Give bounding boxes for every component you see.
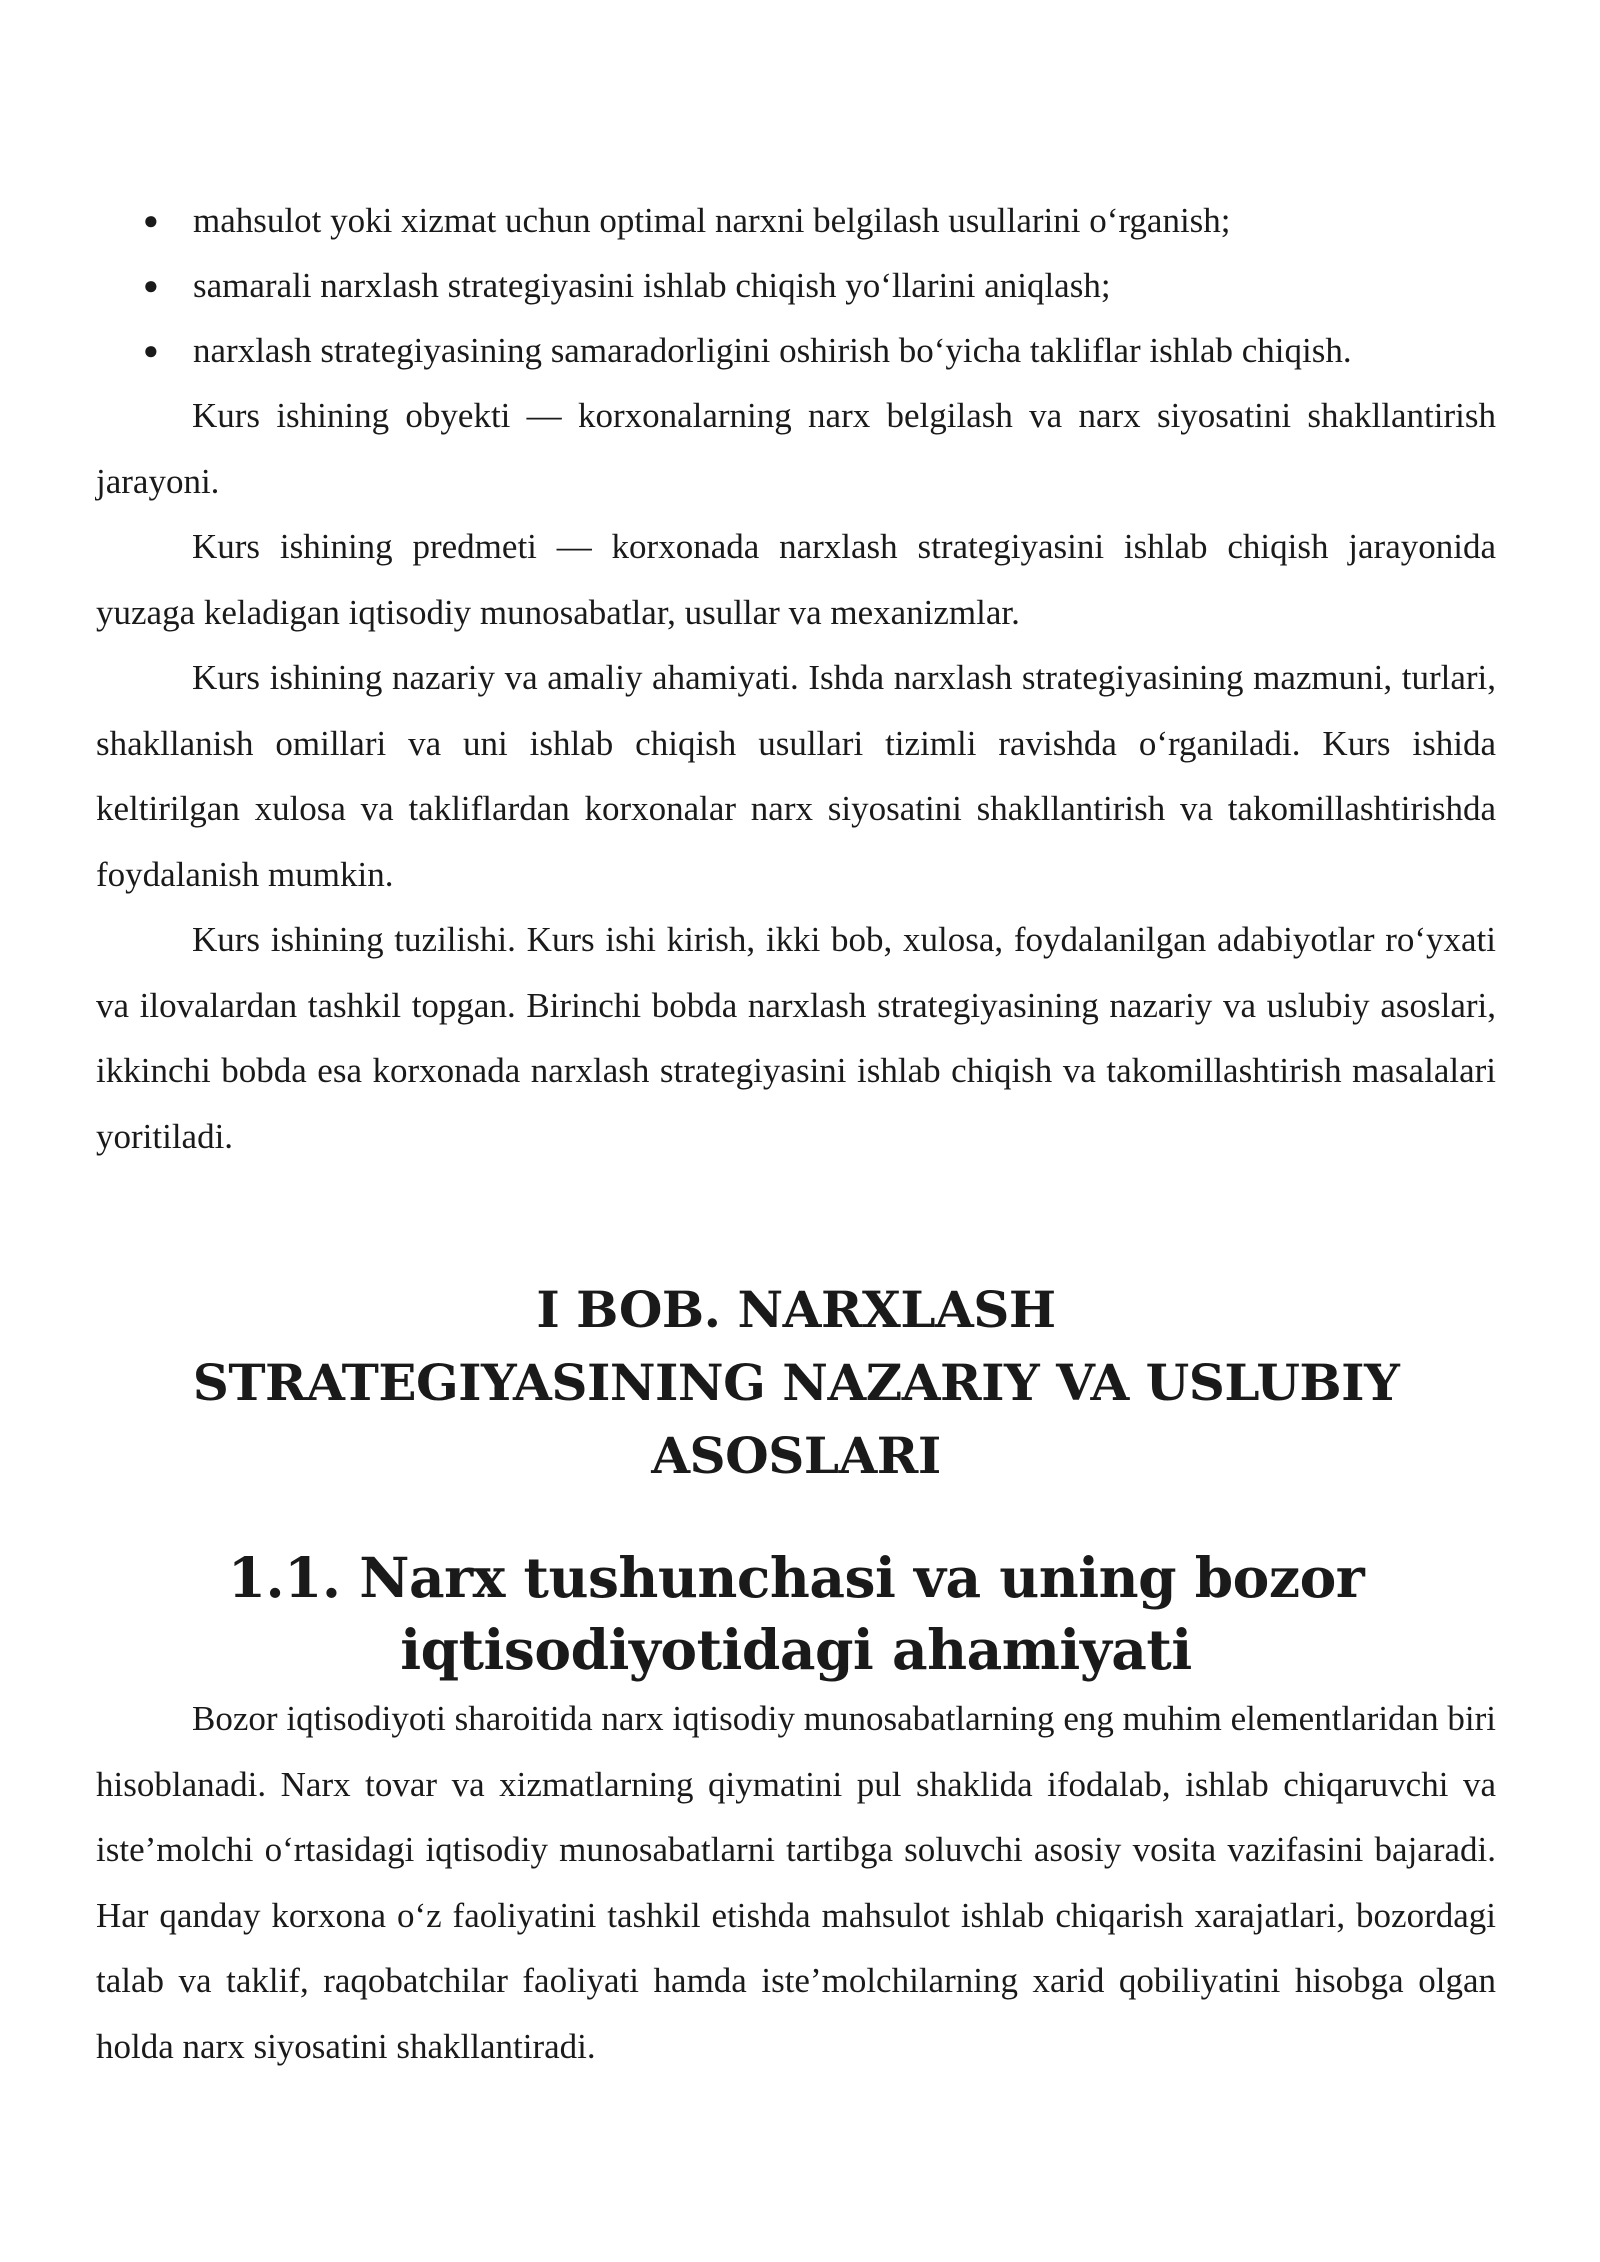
chapter-title-line: ASOSLARI (651, 1426, 941, 1485)
section-title-line: 1.1. Narx tushunchasi va uning bozor (227, 1545, 1365, 1610)
chapter-title-line: I BOB. NARXLASH (536, 1280, 1056, 1339)
list-item (96, 318, 1496, 383)
significance-paragraph: Kurs ishining nazariy va amaliy ahamiyati. Ishda narxlash strategiyasining mazmuni, turlari, shakllanish omillari va uni ishlab chiqish usullari tizimli ravishda o‘rganiladi. Kurs ishida keltirilgan xulosa va takliflardan korxonalar narx siyosatini shakllantirish va takomillashtirishda foydalanish mumkin. (96, 658, 1496, 894)
list-item (96, 253, 1496, 318)
list-item (96, 188, 1496, 253)
list-item-text: samarali narxlash strategiyasini ishlab chiqish yo‘llarini aniqlash; (193, 266, 1111, 305)
section-title (96, 1542, 1496, 1686)
section-title-line: iqtisodiyotidagi ahamiyati (400, 1617, 1192, 1682)
structure-paragraph: Kurs ishining tuzilishi. Kurs ishi kirish, ikki bob, xulosa, foydalanilgan adabiyotlar ro‘yxati va ilovalardan tashkil topgan. Birinchi bobda narxlash strategiyasining nazariy va uslubiy asoslari, ikkinchi bobda esa korxonada narxlash strategiyasini ishlab chiqish va takomillashtirish masalalari yoritiladi. (96, 920, 1496, 1156)
chapter-title (96, 1273, 1496, 1492)
bullet-icon: ● (143, 336, 159, 365)
section-paragraph: Bozor iqtisodiyoti sharoitida narx iqtisodiy munosabatlarning eng muhim elementlaridan biri hisoblanadi. Narx tovar va xizmatlarning qiymatini pul shaklida ifodalab, ishlab chiqaruvchi va iste’molchi o‘rtasidagi iqtisodiy munosabatlarni tartibga soluvchi asosiy vosita vazifasini bajaradi. Har qanday korxona o‘z faoliyatini tashkil etishda mahsulot ishlab chiqarish xarajatlari, bozordagi talab va taklif, raqobatchilar faoliyati hamda iste’molchilarning xarid qobiliyatini hisobga olgan holda narx siyosatini shakllantiradi. (96, 1699, 1496, 2066)
subject-paragraph: Kurs ishining predmeti — korxonada narxlash strategiyasini ishlab chiqish jarayonida yuzaga keladigan iqtisodiy munosabatlar, usullar va mexanizmlar. (96, 527, 1496, 632)
objectives-list (96, 188, 1496, 383)
bullet-icon: ● (143, 206, 159, 235)
bullet-icon: ● (143, 271, 159, 300)
list-item-text: narxlash strategiyasining samaradorligini oshirish bo‘yicha takliflar ishlab chiqish. (193, 331, 1352, 370)
object-paragraph: Kurs ishining obyekti — korxonalarning narx belgilash va narx siyosatini shakllantirish jarayoni. (96, 396, 1496, 501)
document-page (96, 188, 1496, 2079)
chapter-title-line: STRATEGIYASINING NAZARIY VA USLUBIY (192, 1353, 1400, 1412)
list-item-text: mahsulot yoki xizmat uchun optimal narxni belgilash usullarini o‘rganish; (193, 201, 1231, 240)
